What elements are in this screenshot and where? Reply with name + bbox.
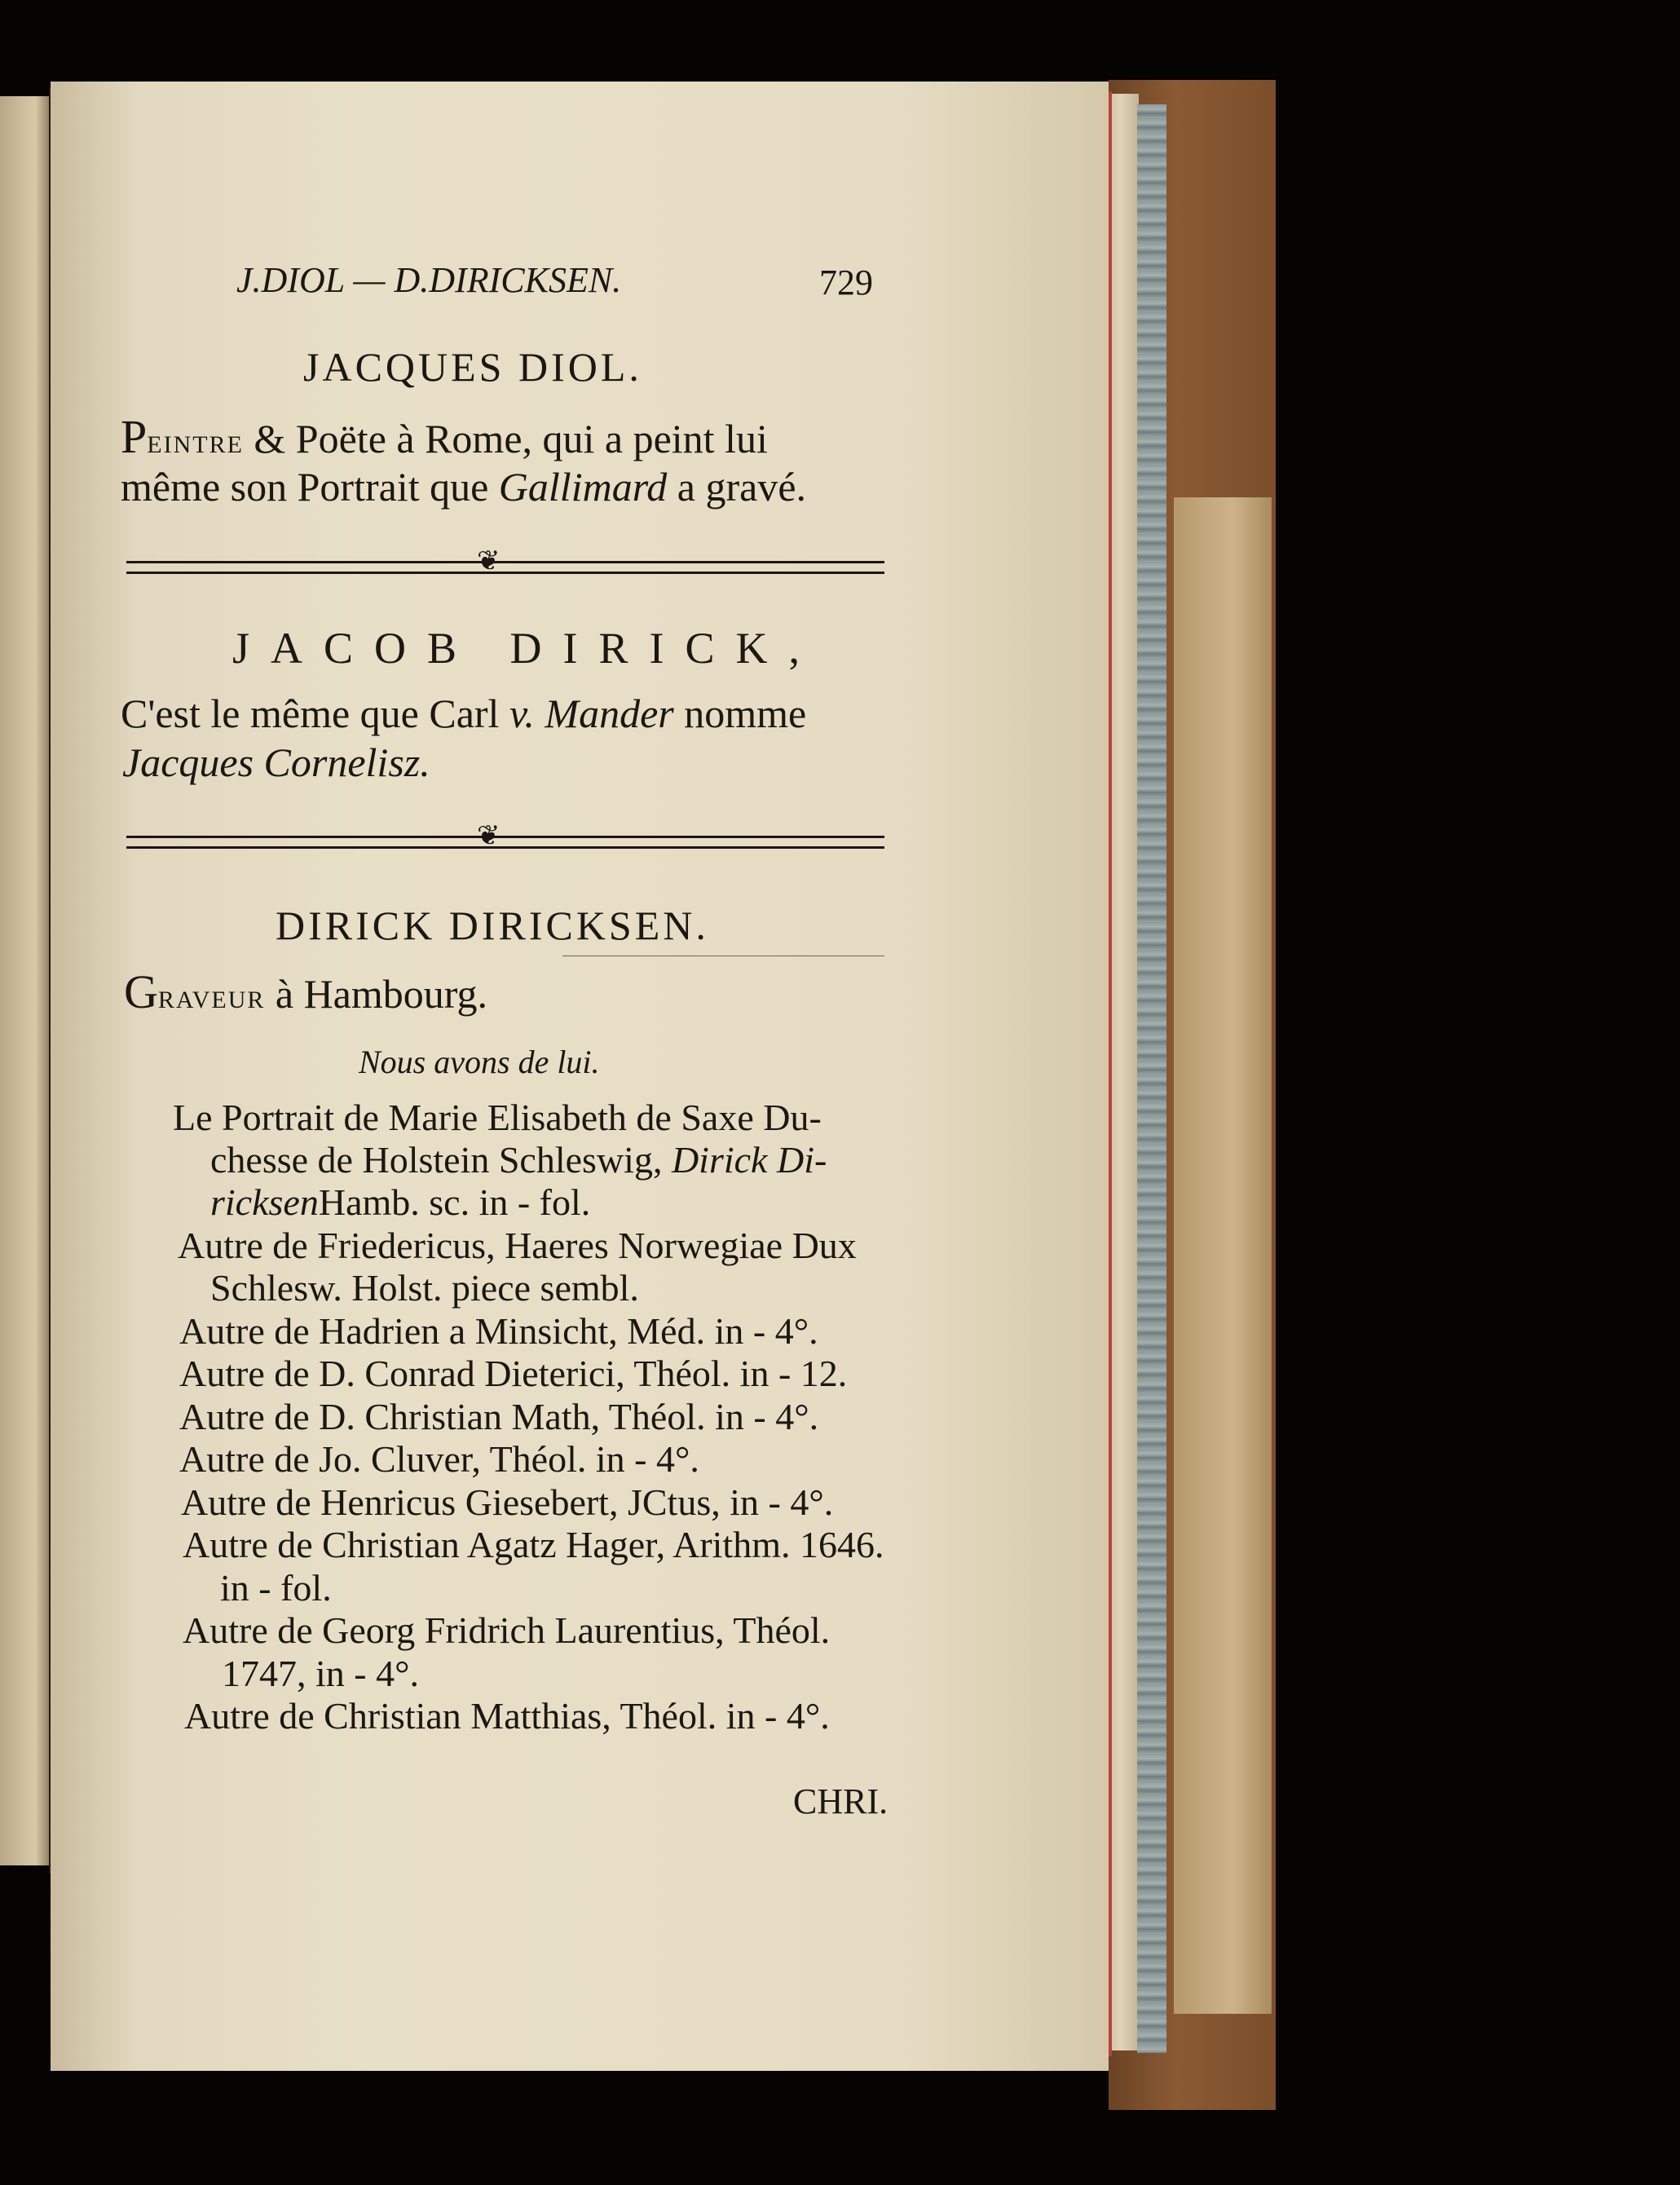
entry-line-9: Autre de Jo. Cluver, Théol. in - 4°. xyxy=(179,1438,699,1480)
entry-line-10: Autre de Henricus Giesebert, JCtus, in - 4°. xyxy=(181,1481,834,1523)
entry-line-6: Autre de Hadrien a Minsicht, Méd. in - 4°. xyxy=(179,1310,818,1352)
entry-line-3: ricksenHamb. sc. in - fol. xyxy=(210,1181,591,1223)
section-2-line-2: Jacques Cornelisz. xyxy=(122,739,430,785)
entry-line-15: Autre de Christian Matthias, Théol. in - 4°. xyxy=(184,1695,830,1737)
entry-line-4: Autre de Friedericus, Haeres Norwegiae Dux xyxy=(178,1225,857,1266)
subheading-nous-avons: Nous avons de lui. xyxy=(359,1044,600,1080)
fleuron-ornament-1: ❦ xyxy=(477,546,500,576)
section-1-line-1: PEINTRE & Poëte à Rome, qui a peint lui xyxy=(121,410,768,463)
entry-line-11: Autre de Christian Agatz Hager, Arithm. 1646. xyxy=(183,1524,884,1565)
divider-rule-2 xyxy=(126,836,884,849)
section-3-lead: GRAVEUR à Hambourg. xyxy=(124,965,488,1018)
fleuron-ornament-2: ❦ xyxy=(477,821,500,851)
entry-line-13: Autre de Georg Fridrich Laurentius, Théol. xyxy=(183,1609,831,1651)
divider-rule-1 xyxy=(126,561,884,574)
entry-line-14: 1747, in - 4°. xyxy=(222,1653,419,1694)
section-1-line-2: même son Portrait que Gallimard a gravé. xyxy=(121,464,807,510)
entry-line-7: Autre de D. Conrad Dieterici, Théol. in - 12. xyxy=(179,1353,848,1394)
running-head: J.DIOL — D.DIRICKSEN. xyxy=(236,260,622,300)
section-2-line-1: C'est le même que Carl v. Mander nomme xyxy=(121,691,807,736)
catchword: CHRI. xyxy=(793,1781,889,1821)
section-title-jacob-dirick: JACOB DIRICK, xyxy=(232,624,822,673)
entry-line-2: chesse de Holstein Schleswig, Dirick Di- xyxy=(210,1139,827,1181)
page-number: 729 xyxy=(819,263,873,302)
section-title-dirick-diricksen: DIRICK DIRICKSEN. xyxy=(276,903,709,948)
entry-line-1: Le Portrait de Marie Elisabeth de Saxe Du- xyxy=(173,1097,822,1138)
entry-line-12: in - fol. xyxy=(220,1567,332,1609)
entry-line-8: Autre de D. Christian Math, Théol. in - 4°. xyxy=(179,1396,819,1437)
section-title-jacques-diol: JACQUES DIOL. xyxy=(303,344,642,390)
entry-line-5: Schlesw. Holst. piece sembl. xyxy=(210,1267,639,1309)
